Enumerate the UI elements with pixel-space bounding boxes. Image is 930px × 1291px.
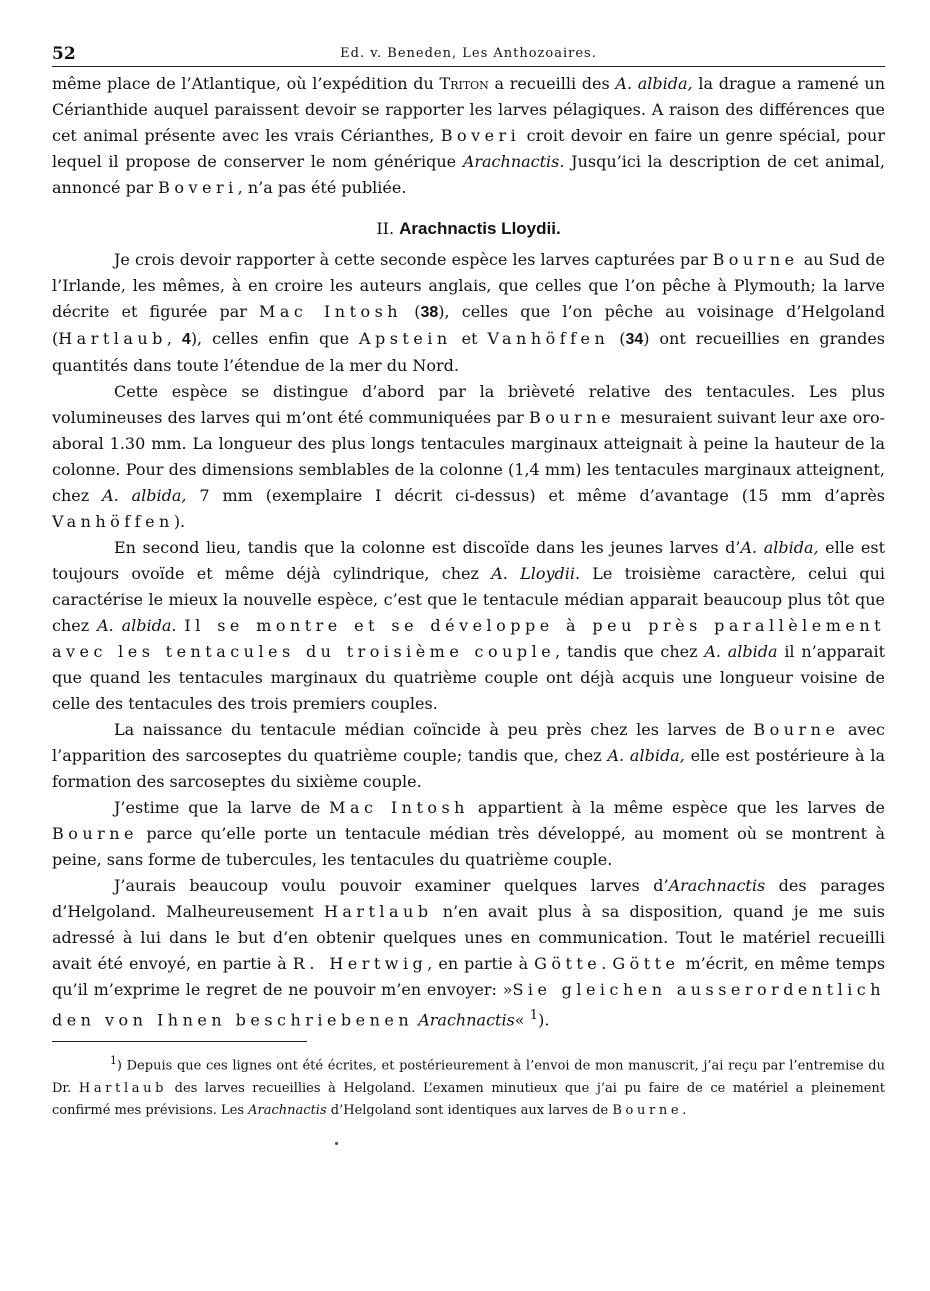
text: Cette espèce se distingue d’abord par la brièveté relative des tentacules. Les plus volumineuses des larves qui m’ont été communiquées par [52,382,885,427]
paragraph-2 [52,379,885,535]
text: appartient à la même espèce que les larves de [468,798,885,817]
author-name: Bourne [612,1102,683,1118]
text: J’estime que la larve de [114,798,330,817]
text: ( [609,329,626,348]
text: la drague a ramené un Cérianthide auquel paraissent devoir se rapporter les larves pélagiques. A raison des différences que cet animal présente avec les vrais Cérianthes, [52,74,886,145]
page-number: 52 [52,44,76,64]
species-name: A. albida, [615,74,693,93]
section-title: Arachnactis Lloydii. [399,219,561,238]
reference-number: 34 [625,331,644,348]
author-name: Bourne [52,824,138,843]
paragraph-1 [52,247,885,379]
text: elle est postérieure à la formation des sarcoseptes du sixième couple. [52,746,886,791]
running-head [52,40,885,67]
author-name: Bourne [712,250,799,269]
running-title: Ed. v. Beneden, Les Anthozoaires. [340,46,597,61]
author-name: Bourne [753,720,840,739]
footnote-mark: 1 [110,1054,117,1068]
species-name: A. albida, [607,746,685,765]
author-name: Vanhöffen [52,512,174,531]
author-name: Boveri [440,126,521,145]
text: d’Helgoland sont identiques aux larves de [326,1102,613,1118]
species-name: A. albida, [102,486,187,505]
species-name: A. albida, [740,538,819,557]
text: ), celles enfin que [190,329,359,348]
text: ) Depuis que ces lignes ont été écrites, et postérieurement à l’envoi de mon manuscrit, j’ai reçu par l’entremise du Dr. [52,1058,885,1096]
genus-name: Arachnactis [418,1010,515,1030]
author-name: Boveri [158,178,238,197]
author-name: Götte [612,954,680,973]
text: croit devoir en faire un genre spécial, pour lequel il propose de conserver le nom générique [52,126,886,171]
text: La naissance du tentacule médian coïncide à peu près chez les larves de [114,720,754,739]
text: , [166,329,182,348]
text: En second lieu, tandis que la colonne est discoïde dans les jeunes larves d’ [114,538,741,557]
text: ). [173,512,186,531]
text: des larves recueillies à Helgoland. L’examen minutieux que j’ai pu faire de ce matériel a pleinement confirmé mes prévisions. Les [52,1080,885,1118]
print-speck [335,1142,338,1145]
paragraph-intro [52,71,885,201]
text: m’écrit, en même temps qu’il m’exprime le regret de ne pouvoir m’en envoyer: » [52,954,886,999]
author-name: Hartlaub [78,1080,168,1096]
author-name: Götte [534,954,602,973]
body-text [52,71,885,1033]
reference-number: 4 [181,331,191,348]
section-numeral: II. [376,219,395,238]
text: mesuraient suivant leur axe oro-aboral 1.30 mm. La longueur des plus longs tentacules marginaux atteignait à peine la hauteur de la colonne. Pour des dimensions semblables de la colonne (1,4 mm) les tentacules marginaux atteignent, chez [52,408,885,505]
species-name: A. albida. [97,616,177,635]
text: il n’apparait que quand les tentacules marginaux du quatrième couple ont déjà acquis une longueur voisine de celle des tentacules des trois premiers couples. [52,642,886,713]
paragraph-4 [52,717,885,795]
author-name: Bourne [529,408,616,427]
text: au Sud de l’Irlande, les mêmes, à en croire les auteurs anglais, que celles que l’on pêche à Plymouth; la larve décrite et figurée par [52,250,886,321]
footnote [52,1050,885,1121]
text: Le troisième caractère, celui qui caractérise le mieux la nouvelle espèce, c’est que le tentacule médian apparait beaucoup plus tôt que chez [52,564,886,635]
author-name: Mac Intosh [259,302,403,321]
text: et [451,329,488,348]
author-name: R. Hertwig [292,954,428,973]
genus-name: Arachnactis. [462,152,565,171]
footnote-reference: 1 [529,1008,539,1023]
text: ). [538,1010,550,1030]
author-name: Mac Intosh [329,798,469,817]
paragraph-3 [52,535,885,717]
paragraph-5 [52,795,885,873]
text: « [514,1010,530,1030]
ship-name: Triton [439,74,489,93]
author-name: Hartlaub [323,902,433,921]
reference-number: 38 [420,304,439,321]
text: même place de l’Atlantique, où l’expédition du [52,74,440,93]
text: Jusqu’ici la description de cet animal, annoncé par [52,152,885,197]
author-name: Hartlaub [58,329,167,348]
footnote-separator [52,1041,307,1042]
author-name: Vanhöffen [487,329,610,348]
text: a recueilli des [488,74,616,93]
page [52,40,885,1122]
text: , tandis que chez [555,642,705,661]
text: , en partie à [427,954,535,973]
text: parce qu’elle porte un tentacule médian très développé, au moment où se montrent à peine, sans forme de tubercules, les tentacules du quatrième couple. [52,824,885,869]
section-heading [52,217,885,241]
text: avec l’apparition des sarcoseptes du quatrième couple; tandis que, chez [52,720,885,765]
text: elle est toujours ovoïde et même déjà cylindrique, chez [52,538,886,583]
genus-name: Arachnactis [248,1102,327,1118]
text: ) ont recueillies en grandes quantités dans toute l’étendue de la mer du Nord. [52,329,886,375]
text: ( [402,302,421,321]
text: , n’a pas été publiée. [237,178,407,197]
species-name: A. albida [704,642,778,661]
paragraph-6 [52,873,885,1033]
text: n’en avait plus à sa disposition, quand je me suis adressé à lui dans le but d’en obtenir quelques unes en communication. Tout le matériel recueilli avait été envoyé, en partie à [52,902,885,973]
text: des parages d’Helgoland. Malheureusement [52,876,886,921]
quoted-text: Sie gleichen ausserordentlich den von Ihnen beschriebenen [52,980,885,1030]
author-name: Apstein [358,329,452,348]
text: Je crois devoir rapporter à cette seconde espèce les larves capturées par [114,250,713,269]
text: J’aurais beaucoup voulu pouvoir examiner quelques larves d’ [114,876,669,895]
text: 7 mm (exemplaire I décrit ci-dessus) et même d’avantage (15 mm d’après [186,486,886,505]
genus-name: Arachnactis [668,876,766,895]
text: . [601,954,613,973]
text: ), celles que l’on pêche au voisinage d’Helgoland ( [52,302,885,348]
species-name: A. Lloydii. [491,564,581,583]
text: . [682,1102,687,1118]
emphasized-text: Il se montre et se développe à peu près parallèlement avec les tentacules du troisième couple [52,616,886,661]
